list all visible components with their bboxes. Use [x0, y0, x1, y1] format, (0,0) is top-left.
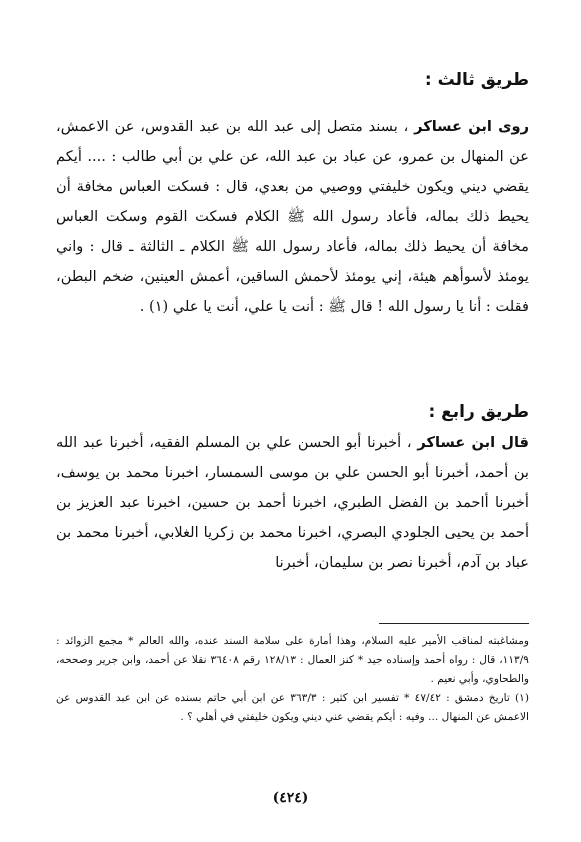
- narrator-lead: روى ابن عساكر: [414, 118, 529, 135]
- narrator-lead: قال ابن عساكر: [417, 434, 529, 451]
- paragraph-fourth-route: [56, 428, 529, 578]
- paragraph-text: [56, 112, 529, 322]
- narration-body: ، أخبرنا أبو الحسن علي بن المسلم الفقيه، أخبرنا عبد الله بن أحمد، أخبرنا أبو الحسن علي بن موسى السمسار، اخبرنا محمد بن يوسف، أخبرنا أاحمد بن الفضل الطبري، اخبرنا أحمد بن حسين، اخبرنا عبد العزيز بن أحمد بن يحيى الجلودي البصري، اخبرنا محمد بن زكريا الغلابي، أخبرنا محمد بن عباد بن آدم، أخبرنا نصر بن سليمان، أخبرنا: [56, 434, 529, 571]
- section-heading-third-route: طريق ثالث :: [424, 70, 529, 90]
- paragraph-text: [56, 428, 529, 578]
- footnote-divider: [379, 623, 529, 624]
- footnote-continuation: ومشاغبته لمناقب الأمير عليه السلام، وهذا أمارة على سلامة السند عنده، والله العالم * مجمع الزوائد : ١١٣/٩، قال : رواه أحمد وإسناده جيد * كنز العمال : ١٢٨/١٣ رقم ٣٦٤٠٨ نقلا عن أحمد، وابن جرير وصححه، والطحاوي، وأبي نعيم .: [56, 635, 529, 685]
- paragraph-third-route: [56, 112, 529, 322]
- page-number: (٤٢٤): [272, 790, 309, 806]
- footnote-1: (١) تاريخ دمشق : ٤٧/٤٢ * تفسير ابن كثير : ٣٦٣/٣ عن ابن أبي حاتم بسنده عن ابن عبد القدوس عن الاعمش عن المنهال ... وفيه : أيكم يقضي عني ديني ويكون خليفتي في أهلي ؟ .: [56, 692, 529, 723]
- narration-body: ، بسند متصل إلى عبد الله بن عبد القدوس، عن الاعمش، عن المنهال بن عمرو، عن عباد بن عبد الله، عن علي بن أبي طالب : .... أيكم يقضي ديني ويكون خليفتي ووصيي من بعدي، قال : فسكت العباس مخافة أن يحيط ذلك بماله، فأعاد رسول الله ﷺ الكلام فسكت القوم وسكت العباس مخافة أن يحيط ذلك بماله، فأعاد رسول الله ﷺ الكلام ـ الثالثة ـ قال : واني يومئذ لأسوأهم هيئة، إني يومئذ لأحمش الساقين، أعمش العينين، ضخم البطن، فقلت : أنا يا رسول الله ! قال ﷺ : أنت يا علي، أنت يا علي (١) .: [56, 118, 529, 315]
- footnotes: [56, 632, 529, 727]
- section-heading-fourth-route: طريق رابع :: [428, 402, 529, 422]
